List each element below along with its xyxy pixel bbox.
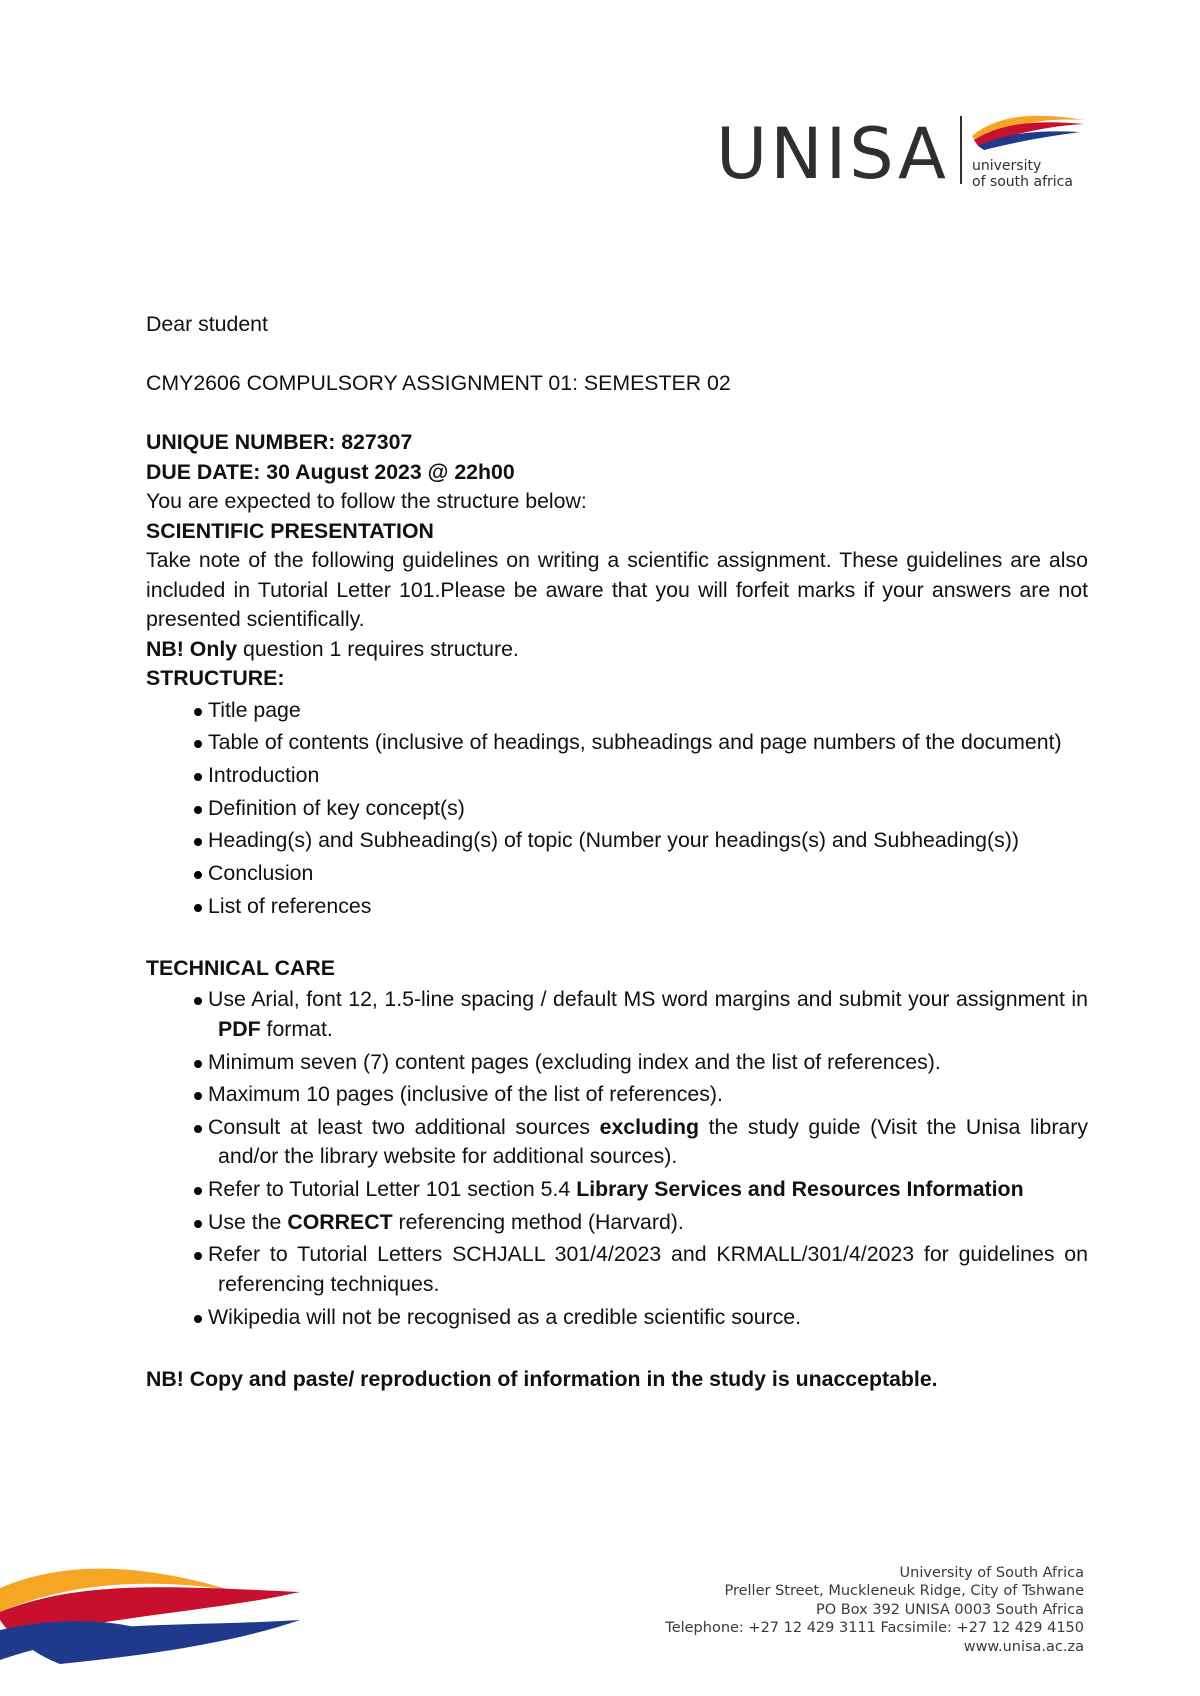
footer-swoosh-icon [0,1560,310,1670]
technical-item [146,1113,1088,1172]
technical-item [146,1208,1088,1238]
footer-website: www.unisa.ac.za [963,1638,1084,1655]
logo-subtitle-line1: university [972,158,1042,174]
unisa-logo [716,110,1086,200]
tech-bold: CORRECT [287,1209,393,1234]
tech-text: format. [260,1016,333,1041]
final-nb-note: NB! Copy and paste/ reproduction of information in the study is unacceptable. [146,1366,938,1391]
tech-text: Refer to Tutorial Letter 101 section 5.4 [208,1177,577,1202]
tech-bold: excluding [599,1114,700,1139]
footer-line: Preller Street, Muckleneuk Ridge, City of Tshwane [724,1583,1084,1600]
tech-text: referencing method (Harvard). [392,1209,684,1234]
salutation: Dear student [146,312,268,336]
nb-text: question 1 requires structure. [237,636,519,661]
technical-heading: TECHNICAL CARE [146,955,335,980]
nb-label: NB! Only [146,636,238,661]
tech-text: Consult at least two additional sources [208,1114,600,1139]
structure-item: Introduction [146,761,1088,791]
logo-subtitle-line2: of south africa [972,174,1073,190]
logo-swoosh-icon [968,110,1086,150]
structure-item: Heading(s) and Subheading(s) of topic (Number your headings(s) and Subheading(s)) [146,826,1088,856]
scientific-text: Take note of the following guidelines on writing a scientific assignment. These guidelines are also included in Tutorial Letter 101.Please be aware that you will forfeit marks if your answers are not presented scientifically. [146,548,1088,631]
letter-body [146,310,1088,1394]
technical-item: Refer to Tutorial Letters SCHJALL 301/4/2023 and KRMALL/301/4/2023 for guidelines on referencing techniques. [146,1240,1088,1299]
footer-line: University of South Africa [899,1565,1084,1581]
assignment-title: CMY2606 COMPULSORY ASSIGNMENT 01: SEMESTER 02 [146,371,731,395]
technical-item [146,985,1088,1044]
technical-item: Maximum 10 pages (inclusive of the list of references). [146,1080,1088,1110]
tech-bold: PDF [218,1016,261,1041]
structure-item: Table of contents (inclusive of headings, subheadings and page numbers of the document) [146,728,1088,758]
technical-list [146,985,1088,1332]
due-date: DUE DATE: 30 August 2023 @ 22h00 [146,459,515,484]
structure-heading: STRUCTURE: [146,666,285,690]
tech-bold: Library Services and Resources Information [576,1177,1024,1202]
structure-intro: You are expected to follow the structure below: [146,489,587,513]
structure-list [146,696,1088,922]
structure-item: List of references [146,892,1088,922]
technical-item [146,1175,1088,1205]
nb-structure-note [146,635,1088,665]
footer-address [665,1564,1084,1656]
logo-subtitle [972,158,1073,190]
scientific-heading: SCIENTIFIC PRESENTATION [146,518,434,543]
footer-line: PO Box 392 UNISA 0003 South Africa [816,1601,1084,1618]
unique-number: UNIQUE NUMBER: 827307 [146,430,413,454]
structure-item: Conclusion [146,859,1088,889]
tech-text: the study guide (Visit the Unisa library and/or the library website for additional sources). [218,1114,1088,1169]
footer-line: Telephone: +27 12 429 3111 Facsimile: +27 12 429 4150 [665,1620,1084,1637]
logo-wordmark: UNISA [716,113,949,195]
logo-divider [960,116,962,184]
tech-text: Use the [208,1209,288,1234]
structure-item: Definition of key concept(s) [146,794,1088,824]
tech-text: Use Arial, font 12, 1.5-line spacing / default MS word margins and submit your assignment in [208,987,1088,1012]
technical-item: Wikipedia will not be recognised as a credible scientific source. [146,1303,1088,1333]
technical-item: Minimum seven (7) content pages (excluding index and the list of references). [146,1048,1088,1078]
structure-item: Title page [146,696,1088,726]
